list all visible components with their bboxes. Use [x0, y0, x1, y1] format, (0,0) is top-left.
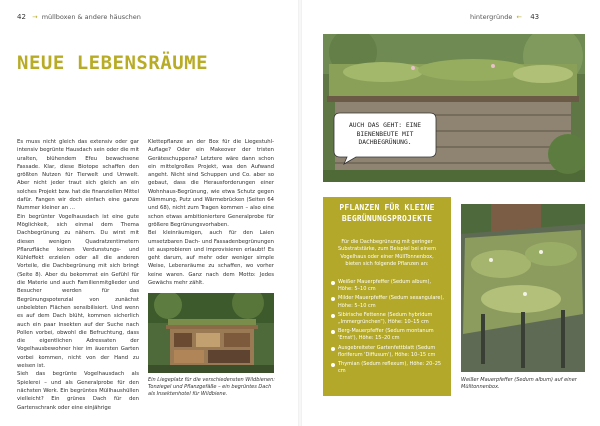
plant-item: Thymian (Sedum reflexum), Höhe: 20–25 cm: [331, 361, 447, 375]
insect-hotel-photo: [148, 293, 274, 373]
bullet-icon: [331, 297, 335, 301]
info-box-intro: Für die Dachbegrünung mit geringer Substratstärke, zum Beispiel bei einem Vogelhaus oder einer MüllTonnenbox, bieten sich folgende Pflanzen an:: [337, 239, 436, 268]
arrow-right-icon: →: [32, 13, 38, 21]
info-box-title: PFLANZEN FÜR KLEINE BEGRÜNUNGSPROJEKTE: [339, 203, 435, 223]
plant-item: Berg-Mauerpfeffer (Sedum montanum 'Ernst'), Höhe: 15–20 cm: [331, 328, 447, 342]
bullet-icon: [331, 347, 335, 351]
plant-list: [331, 279, 447, 377]
bullet-icon: [331, 330, 335, 334]
bullet-icon: [331, 363, 335, 367]
right-section-title: hintergründe: [470, 13, 513, 21]
left-chapter-title: müllboxen & andere häuschen: [41, 13, 141, 21]
plant-item: Weißer Mauerpfeffer (Sedum album), Höhe: 5–10 cm: [331, 279, 447, 293]
body-column-1: [17, 138, 139, 412]
book-gutter: [298, 0, 302, 426]
plant-item: Sibirische Fettenne (Sedum hybridum „Immergrünchen“), Höhe: 10–15 cm: [331, 312, 447, 326]
plant-item: Milder Mauerpfeffer (Sedum sexangulare), Höhe: 5–10 cm: [331, 295, 447, 309]
plant-item: Ausgebreiteter Gartenfettblatt (Sedum floriferum 'Diffusum'), Höhe: 10–15 cm: [331, 345, 447, 359]
body-text-col1: Es muss nicht gleich das extensiv oder gar intensiv begrünte Hausdach sein oder die mit uralten, blühendem Efeu bewachsene Fassade. Klar, diese Biotope schaffen den größten Nutzen für Tierwelt und Umwelt. Aber nicht jeder traut sich gleich an ein solches Projekt bzw. hat die finanziellen Mittel dafür. Fangen wir doch einfach eine ganze Nummer kleiner an … Ein begrünter Vogelhausdach ist eine gute Möglichkeit, sich einmal dem Thema Dachbegrünung zu nähern. Du wirst mit diesen wenigen Quadratzentimetern Pflanzfläche keinen Verdunstungs- und Kühleffekt erzielen oder all die anderen Vorteile, die Dachbegrünung mit sich bringt (Seite 8). Aber du bekommst ein Gefühl für die Materie und auch Familienmitglieder und Besucher werden für das Begrünungspotenzial von zunächst unbelebten Flächen sensibilisiert. Und wenn es auf dem Dach blüht, kommen sicherlich auch ein paar Insekten auf der Suche nach Pollen vorbei, obwohl die Befruchtung, dass die eigentlichen Adressaten der Vogelhausbewohner hier im äuersten Garten vorbei kommen, nicht von der Hand zu weisen ist. Sieh das begrünte Vogelhausdach als Spielerei – und als Generalprobe für den nächsten Werk. Ein begrüntes Müllhaushüllen vielleicht? Ein grünes Dach für den Gartenschrank oder eine einjährige: [17, 139, 139, 411]
bin-box-sedum-image: [461, 204, 585, 372]
bin-box-caption: Weißer Mauerpfeffer (Sedum album) auf einer Mülltonnenbox.: [461, 377, 577, 391]
page-title: NEUE LEBENSRÄUME: [17, 52, 209, 74]
body-text-col2: Klettepflanze an der Box für die Liegestuhl-Auflage? Oder ein Makeover der tristen Geräteschuppens? Letztere wäre dann schon ein mittelgroßes Projekt, was den Aufwand angeht. Nicht sind Schuppen und Co. aber so gebaut, dass die Herausforderungen einer Wohnhaus-Begrünung, wie etwa Schutz gegen Dämmung, Putz und Wärmebrücken (Seiten 64 und 68), nicht zum Tragen kommen – also eine schon etwas ambitioniertere Generalprobe für größere Begrünungsvorhaben. Bei kleinräumigen, auch für den Laien umsetzbaren Dach- und Fassadenbegrünungen ist ausprobieren und improvisieren erlaubt! Es geht darum, auf mehr oder weniger simple Weise, Lebensräume zu schaffen, wo vorher keine waren. Ganz nach dem Motto: Jedes Gewächs mehr zählt.: [148, 139, 274, 287]
bullet-icon: [331, 281, 335, 285]
bin-box-photo: [461, 204, 585, 372]
plant-info-box: [323, 197, 451, 396]
left-page-number: 42: [17, 13, 26, 21]
left-running-header: [17, 13, 141, 21]
bullet-icon: [331, 314, 335, 318]
right-page-number: 43: [530, 13, 540, 21]
speech-bubble-text: AUCH DAS GEHT: EINE BIENENBEUTE MIT DACHBEGRÜNUNG.: [348, 122, 422, 146]
body-column-2: [148, 138, 274, 287]
right-running-header: [470, 13, 539, 21]
insect-hotel-image: [148, 293, 274, 373]
arrow-left-icon: ←: [516, 13, 522, 21]
insect-hotel-caption: Ein Liegeplatz für die verschiedensten Wildbienen: Tonziegel und Pflanzgefäße – ein begrüntes Dach als Insektenhotel für Wildbiene.: [148, 377, 275, 398]
